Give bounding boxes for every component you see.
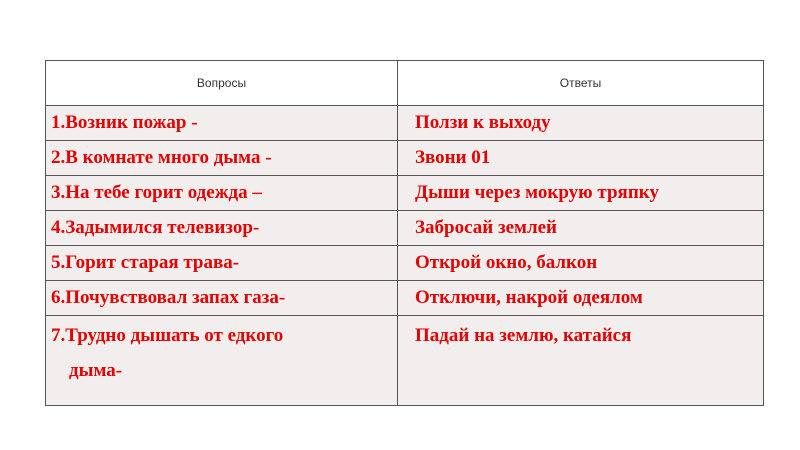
- answer-cell: Ползи к выходу: [398, 106, 764, 141]
- question-cell: 2.В комнате много дыма -: [46, 141, 398, 176]
- answer-cell: Звони 01: [398, 141, 764, 176]
- question-cell: [46, 316, 398, 406]
- answer-cell: Падай на землю, катайся: [398, 316, 764, 406]
- table-header-row: [46, 61, 764, 106]
- answer-cell: Открой окно, балкон: [398, 246, 764, 281]
- questions-answers-table: [45, 60, 764, 406]
- question-cell: 6.Почувствовал запах газа-: [46, 281, 398, 316]
- table-row: [46, 281, 764, 316]
- question-cell: 5.Горит старая трава-: [46, 246, 398, 281]
- question-cell: 1.Возник пожар -: [46, 106, 398, 141]
- question-cell: 4.Задымился телевизор-: [46, 211, 398, 246]
- table-row: [46, 106, 764, 141]
- header-answers: Ответы: [398, 61, 764, 106]
- table-row: [46, 141, 764, 176]
- header-questions: Вопросы: [46, 61, 398, 106]
- answer-cell: Дыши через мокрую тряпку: [398, 176, 764, 211]
- answer-cell: Отключи, накрой одеялом: [398, 281, 764, 316]
- question-line-1: 7.Трудно дышать от едкого: [51, 325, 284, 346]
- table-row: [46, 246, 764, 281]
- table-row: [46, 211, 764, 246]
- question-line-2: дыма-: [69, 360, 123, 381]
- question-cell: 3.На тебе горит одежда –: [46, 176, 398, 211]
- table-row: [46, 176, 764, 211]
- table-row: [46, 316, 764, 406]
- answer-cell: Забросай землей: [398, 211, 764, 246]
